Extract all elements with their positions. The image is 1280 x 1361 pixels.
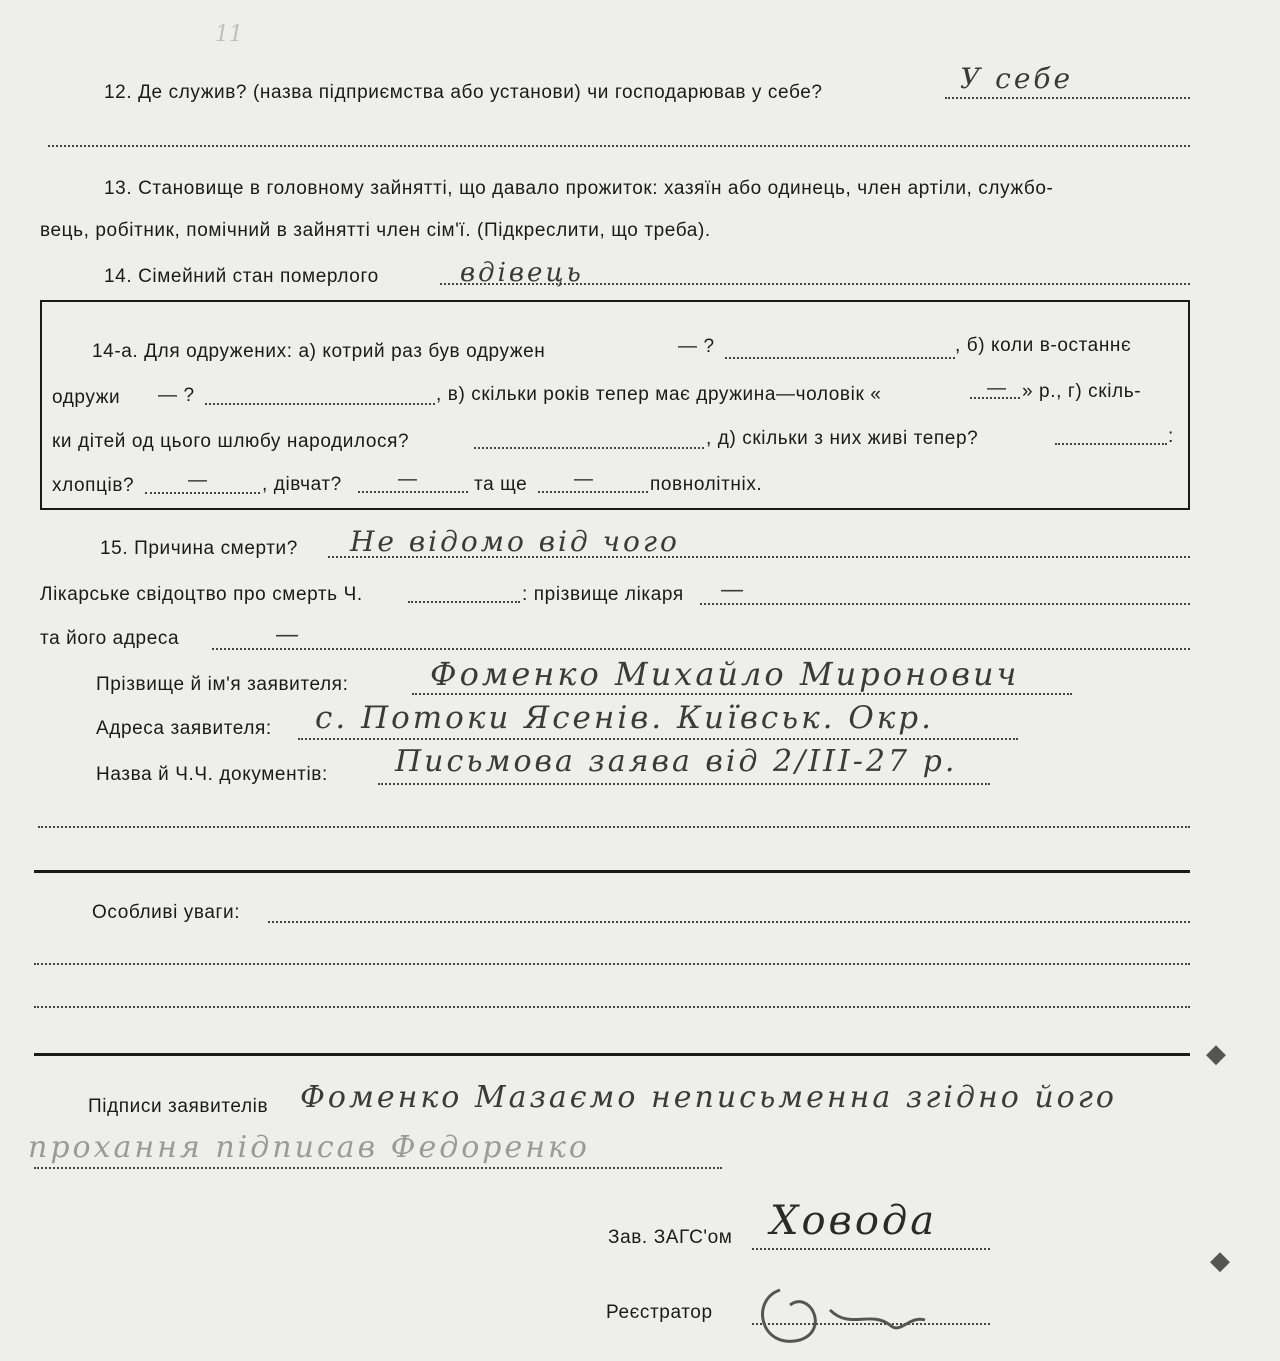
q14a-line2-end: » р., г) скіль- [1022, 381, 1142, 402]
q14a-girls-value: — [398, 469, 418, 490]
registrar-signature-icon [740, 1270, 940, 1360]
registrar-label: Реєстратор [606, 1302, 713, 1323]
doctor-address-label: та його адреса [40, 628, 180, 649]
q14a-line2-blank [205, 403, 435, 405]
applicant-name-value: Фоменко Михайло Миронович [430, 655, 1020, 693]
q14a-adults-value: — [574, 469, 594, 490]
q14a-boys-blank [145, 492, 260, 494]
applicant-address-value: с. Потоки Ясенів. Київськ. Окр. [315, 700, 934, 736]
q12-answer-line [945, 97, 1190, 99]
section-divider-2 [34, 1053, 1190, 1056]
q14a-girls-label: , дівчат? [262, 474, 342, 495]
q14a-line2-mid: , в) скільки років тепер має дружина—чоловік « [436, 384, 882, 405]
q14a-line2-start: одружи [52, 387, 121, 408]
applicant-name-line [412, 693, 1072, 695]
med-cert-label: Лікарське свідоцтво про смерть Ч. [40, 584, 363, 605]
doctor-name-value: — [720, 575, 747, 603]
q14-label: 14. Сімейний стан померлого [104, 266, 379, 287]
zags-head-line [752, 1248, 990, 1250]
documents-label: Назва й Ч.Ч. документів: [96, 764, 328, 785]
q14a-line1-blank [725, 357, 955, 359]
q14a-line3-mid: , д) скільки з них живі тепер? [706, 428, 979, 449]
zags-head-label: Зав. ЗАГС'ом [608, 1227, 733, 1248]
q12-answer: У себе [960, 62, 1074, 95]
med-cert-number-blank [408, 601, 520, 603]
q15-label: 15. Причина смерти? [100, 538, 298, 559]
q12-continuation-line [48, 145, 1190, 147]
q14a-children-born-blank [474, 447, 704, 449]
applicant-signature-line2: прохання підписав Федоренко [28, 1130, 590, 1165]
q14a-adults-label: повнолітніх. [650, 474, 763, 495]
binding-hole-icon: ◆ [1210, 1245, 1230, 1275]
q14a-also-label: та ще [474, 474, 528, 495]
q14a-times-married-value: — ? [678, 336, 715, 357]
q14a-children-alive-blank [1055, 443, 1167, 445]
applicant-address-label: Адреса заявителя: [96, 718, 272, 739]
documents-line [378, 783, 990, 785]
q14a-boys-label: хлопців? [52, 475, 135, 496]
q14a-last-married-value: — ? [158, 385, 195, 406]
zags-head-signature: Ховода [770, 1198, 938, 1244]
signatures-label: Підписи заявителів [88, 1096, 269, 1117]
binding-hole-icon: ◆ [1206, 1038, 1226, 1068]
notes-line-3 [34, 1006, 1190, 1008]
notes-label: Особливі уваги: [92, 902, 241, 923]
signatures-line [34, 1167, 722, 1169]
q15-answer: Не відомо від чого [350, 525, 680, 558]
applicant-signature-line1: Фоменко Мазаємо неписьменна згідно його [300, 1080, 1117, 1115]
q14a-adults-blank [538, 491, 648, 493]
q14a-line1-end: , б) коли в-останнє [955, 335, 1132, 356]
doctor-address-value: — [275, 620, 302, 648]
notes-line-2 [34, 963, 1190, 965]
q14a-line3-start: ки дітей од цього шлюбу народилося? [52, 431, 410, 452]
pencil-page-mark: 11 [215, 22, 243, 47]
applicant-name-label: Прізвище й ім'я заявителя: [96, 674, 349, 695]
q14a-line1-label: 14-а. Для одружених: а) котрий раз був одружен [92, 341, 546, 362]
doctor-name-line [700, 603, 1190, 605]
q12-label: 12. Де служив? (назва підприємства або установи) чи господарював у себе? [104, 82, 823, 103]
q14a-line3-end: : [1168, 426, 1174, 447]
documents-continuation-line [38, 826, 1190, 828]
q14a-girls-blank [358, 491, 468, 493]
doctor-address-line [212, 648, 1190, 650]
doctor-name-label: : прізвище лікаря [522, 584, 684, 605]
section-divider-1 [34, 870, 1190, 873]
q14a-spouse-age-value: — [987, 378, 1007, 399]
notes-line-1 [268, 921, 1190, 923]
q13-line2: вець, робітник, помічний в зайнятті член сім'ї. (Підкреслити, що треба). [40, 220, 711, 241]
q14a-boys-value: — [188, 470, 208, 491]
documents-value: Письмова заява від 2/III-27 р. [395, 744, 958, 779]
applicant-address-line [298, 738, 1018, 740]
q14-answer: вдівець [460, 258, 584, 288]
q13-line1: 13. Становище в головному зайнятті, що давало прожиток: хазяїн або одинець, член артіли, службо- [104, 178, 1054, 199]
